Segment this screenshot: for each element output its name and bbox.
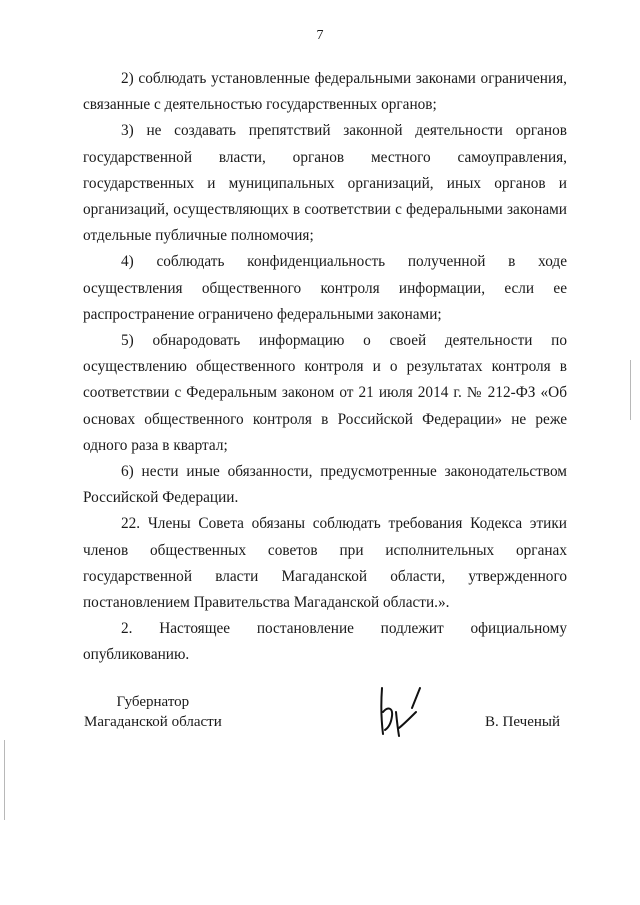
page-number: 7 — [316, 28, 324, 43]
paragraph-item-2: 2) соблюдать установленные федеральными законами ограничения, связанные с деятельностью государственных органов; — [83, 70, 567, 114]
paragraph-item-6: 6) нести иные обязанности, предусмотренные законодательством Российской Федерации. — [83, 463, 567, 507]
document-body — [83, 66, 567, 669]
paragraph-item-5: 5) обнародовать информацию о своей деятельности по осуществлению общественного контроля и о результатах контроля в соответствии с Федеральным законом от 21 июля 2014 г. № 212-ФЗ «Об основах общественного контроля в Российской Федерации» не реже одного раза в квартал; — [83, 332, 567, 454]
scan-edge-mark — [630, 360, 631, 420]
scan-edge-mark — [4, 740, 5, 820]
signatory-title: Губернатор — [116, 694, 190, 710]
paragraph-item-3: 3) не создавать препятствий законной деятельности органов государственной власти, органов местного самоуправления, государственных и муниципальных организаций, иных органов и организаций, осуществляющих в соответствии с федеральными законами отдельные публичные полномочия; — [83, 122, 567, 245]
paragraph-clause-22: 22. Члены Совета обязаны соблюдать требования Кодекса этики членов общественных советов при исполнительных органах государственной власти Магаданской области, утвержденного постановлением Правительства Магаданской области.». — [83, 515, 567, 612]
signatory-position — [84, 692, 222, 732]
handwritten-signature — [372, 682, 432, 742]
signatory-region: Магаданской области — [84, 714, 222, 730]
paragraph-publication: 2. Настоящее постановление подлежит официальному опубликованию. — [83, 620, 567, 664]
paragraph-item-4: 4) соблюдать конфиденциальность полученной в ходе осуществления общественного контроля информации, если ее распространение ограничено федеральными законами; — [83, 253, 567, 323]
signatory-name: В. Печеный — [485, 714, 560, 730]
